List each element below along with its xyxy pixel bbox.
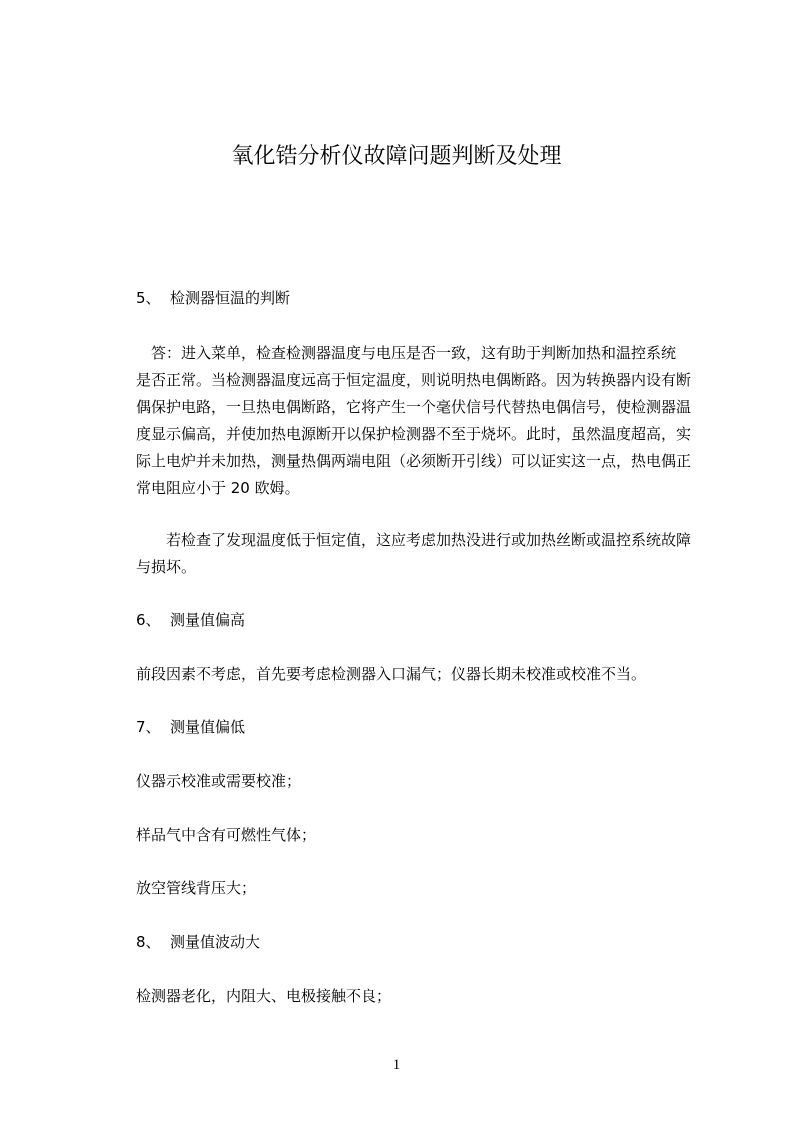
section-number: 7、 <box>136 718 161 736</box>
section-heading-text: 测量值波动大 <box>170 933 261 951</box>
section-heading-text: 检测器恒温的判断 <box>170 289 291 307</box>
paragraph-low-value-2 <box>136 822 706 849</box>
section-heading-text: 测量值偏低 <box>170 718 246 736</box>
paragraph-line: 放空管线背压大； <box>136 879 257 897</box>
section-heading-8 <box>136 929 706 956</box>
document-title: 氧化锆分析仪故障问题判断及处理 <box>231 144 562 169</box>
paragraph-answer <box>136 340 706 502</box>
paragraph-line: 常电阻应小于 20 欧姆。 <box>136 479 300 497</box>
paragraph-line: 度显示偏高，并使加热电源断开以保护检测器不至于烧坏。此时，虽然温度超高，实 <box>136 425 692 443</box>
paragraph-low-value-3 <box>136 875 706 902</box>
paragraph-low-temperature <box>136 527 706 581</box>
section-heading-text: 测量值偏高 <box>170 611 246 629</box>
page-number: 1 <box>392 1057 401 1073</box>
section-heading-7 <box>136 714 706 741</box>
paragraph-line: 是否正常。当检测器温度远高于恒定温度，则说明热电偶断路。因为转换器内设有断 <box>136 371 692 389</box>
paragraph-line: 检测器老化，内阻大、电极接触不良； <box>136 987 392 1005</box>
paragraph-line: 际上电炉并未加热，测量热偶两端电阻（必须断开引线）可以证实这一点，热电偶正 <box>136 452 692 470</box>
paragraph-line: 答：进入菜单，检查检测器温度与电压是否一致，这有助于判断加热和温控系统 <box>136 344 677 362</box>
paragraph-line: 样品气中含有可燃性气体； <box>136 826 317 844</box>
paragraph-line: 仪器示校准或需要校准； <box>136 772 302 790</box>
paragraph-line: 与损坏。 <box>136 558 197 576</box>
section-number: 5、 <box>136 289 161 307</box>
paragraph-line: 前段因素不考虑，首先要考虑检测器入口漏气；仪器长期未校准或校准不当。 <box>136 665 647 683</box>
paragraph-high-value <box>136 661 706 688</box>
section-number: 8、 <box>136 933 161 951</box>
section-number: 6、 <box>136 611 161 629</box>
section-heading-6 <box>136 607 706 634</box>
paragraph-low-value-1 <box>136 768 706 795</box>
paragraph-line: 若检查了发现温度低于恒定值，这应考虑加热没进行或加热丝断或温控系统故障 <box>136 531 692 549</box>
paragraph-line: 偶保护电路，一旦热电偶断路，它将产生一个毫伏信号代替热电偶信号，使检测器温 <box>136 398 692 416</box>
paragraph-fluctuation <box>136 983 706 1010</box>
section-heading-5 <box>136 285 706 312</box>
